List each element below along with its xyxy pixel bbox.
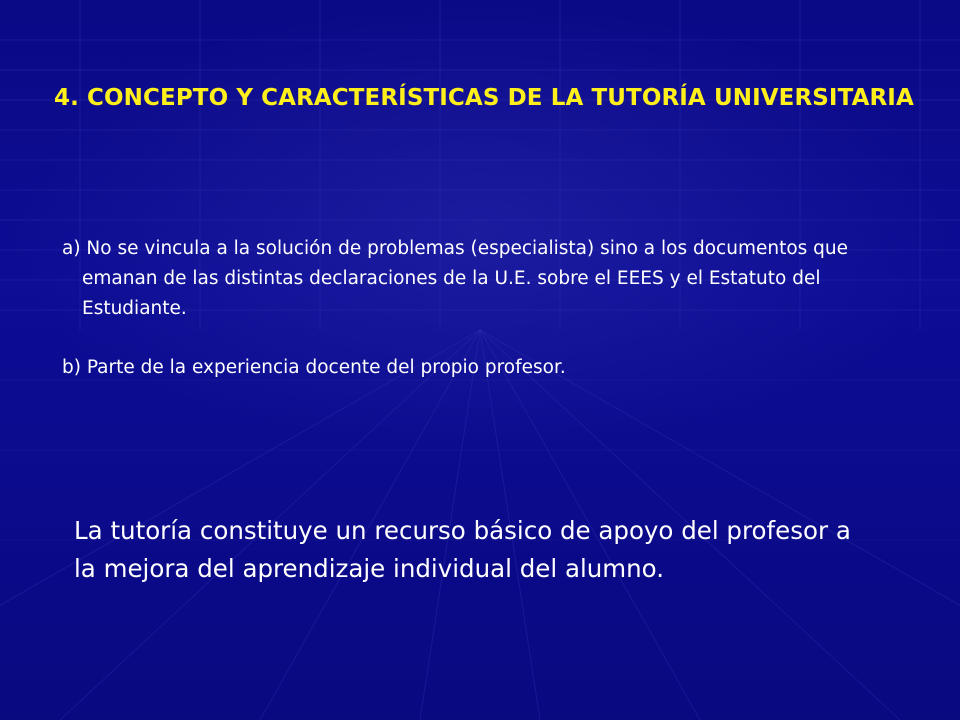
list-item: a) No se vincula a la solución de problemas (especialista) sino a los documentos que emanan de las distintas declaraciones de la U.E. sobre el EEES y el Estatuto del Estudiante. (62, 238, 849, 319)
summary-text: La tutoría constituye un recurso básico de apoyo del profesor a la mejora del aprendizaje individual del alumno. (74, 516, 851, 583)
slide-title: 4. CONCEPTO Y CARACTERÍSTICAS DE LA TUTORÍA UNIVERSITARIA (54, 85, 914, 111)
list-item: b) Parte de la experiencia docente del propio profesor. (62, 357, 566, 378)
characteristics-list (62, 234, 882, 383)
